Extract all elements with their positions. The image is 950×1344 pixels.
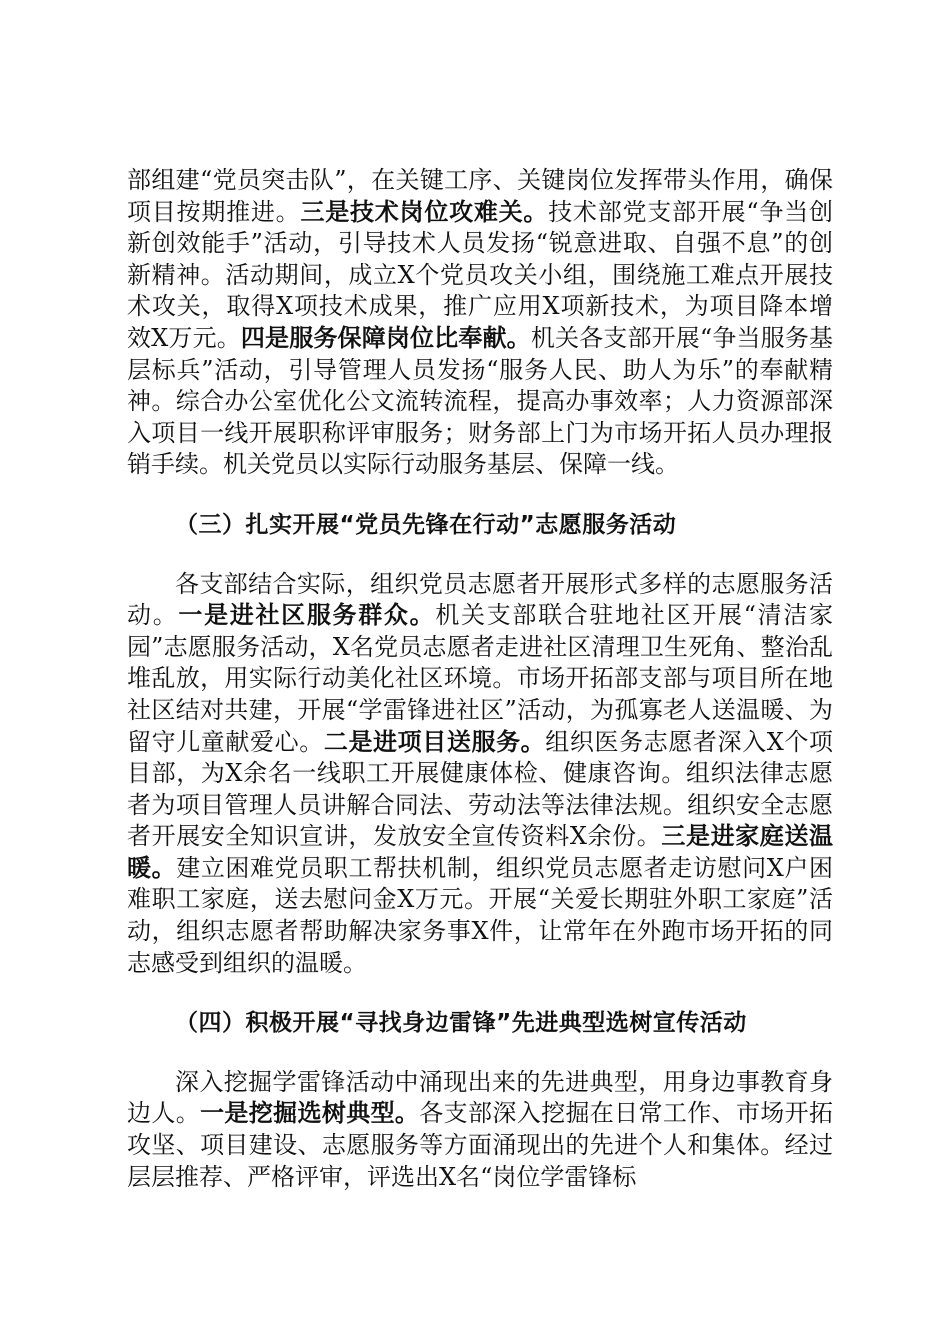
paragraph-text: 组织医务志愿者深入X个项目部，为X余名一线职工开展健康体检、健康咨询。组织法律志愿者为项目管理人员讲解合同法、劳动法等法律法规。组织安全志愿者开展安全知识宣讲，发放安全宣传资料X余份。 [127, 727, 834, 851]
body-paragraph-3 [127, 1067, 833, 1193]
paragraph-text: 建立困难党员职工帮扶机制，组织党员志愿者走访慰问X户困难职工家庭，送去慰问金X万元。开展“关爱长期驻外职工家庭”活动，组织志愿者帮助解决家务事X件，让常年在外跑市场开拓的同志感受到组织的温暖。 [127, 853, 834, 977]
paragraph-bold-lead: 四是服务保障岗位比奉献。 [240, 323, 531, 352]
spacer [127, 979, 833, 1008]
paragraph-bold-lead: 三是技术岗位攻难关。 [300, 197, 549, 226]
paragraph-text: 各支部结合实际，组织党员志愿者开展形式多样的志愿服务活动。 [127, 569, 833, 630]
paragraph-text: 深入挖掘学雷锋活动中涌现出来的先进典型，用身边事教育身边人。 [127, 1067, 833, 1128]
spacer [127, 1040, 833, 1067]
spacer [127, 481, 833, 510]
body-paragraph-1 [127, 165, 833, 481]
section-heading-4: （四）积极开展“寻找身边雷锋”先进典型选树宣传活动 [175, 1010, 747, 1037]
spacer [127, 542, 833, 569]
paragraph-bold-lead: 一是进社区服务群众。 [178, 601, 436, 630]
paragraph-text: 机关各支部开展“争当服务基层标兵”活动，引导管理人员发扬“服务人民、助人为乐”的奉献精神。综合办公室优化公文流转流程，提高办事效率；人力资源部深入项目一线开展职称评审服务；财务部上门为市场开拓人员办理报销手续。机关党员以实际行动服务基层、保障一线。 [127, 323, 833, 479]
paragraph-bold-lead: 二是进项目送服务。 [323, 727, 546, 756]
paragraph-text: 部组建“党员突击队”，在关键工序、关键岗位发挥带头作用，确保项目按期推进。 [127, 166, 833, 226]
paragraph-text: 技术部党支部开展“争当创新创效能手”活动，引导技术人员发扬“锐意进取、自强不息”的创新精神。活动期间，成立X个党员攻关小组，围绕施工难点开展技术攻关，取得X项技术成果，推广应用X项新技术，为项目降本增效X万元。 [127, 197, 834, 352]
paragraph-text: 各支部深入挖掘在日常工作、市场开拓攻坚、项目建设、志愿服务等方面涌现出的先进个人和集体。经过层层推荐、严格评审，评选出X名“岗位学雷锋标 [127, 1099, 834, 1191]
paragraph-bold-lead: 一是挖掘选树典型。 [200, 1099, 420, 1128]
document-page [127, 165, 833, 1193]
body-paragraph-2 [127, 569, 833, 980]
paragraph-bold-lead: 三是进家庭送温暖。 [127, 822, 833, 882]
paragraph-text: 机关支部联合驻地社区开展“清洁家园”志愿服务活动，X名党员志愿者走进社区清理卫生死角、整治乱堆乱放，用实际行动美化社区环境。市场开拓部支部与项目所在地社区结对共建，开展“学雷锋进社区”活动，为孤寡老人送温暖、为留守儿童献爱心。 [127, 601, 833, 756]
section-heading-3: （三）扎实开展“党员先锋在行动”志愿服务活动 [175, 511, 677, 538]
